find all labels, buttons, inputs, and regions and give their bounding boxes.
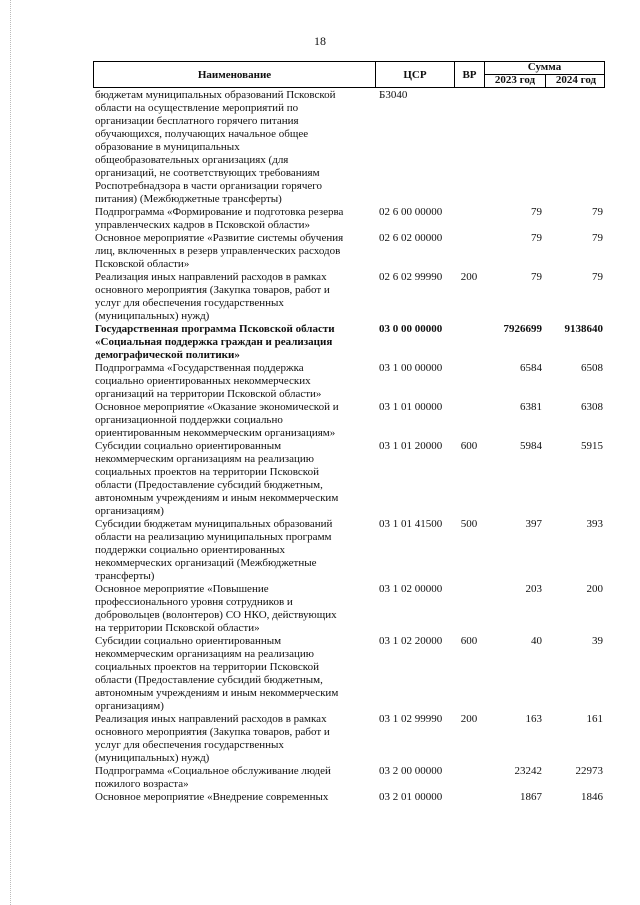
row-sum-2024: 79 xyxy=(592,232,603,244)
row-vr: 200 xyxy=(460,713,478,725)
row-vr xyxy=(454,206,484,232)
scan-edge xyxy=(10,0,12,905)
row-sum-2024: 79 xyxy=(592,271,603,283)
header-sum xyxy=(484,61,605,88)
row-name-line: общеобразовательных организациях (для xyxy=(95,154,289,166)
row-name-line: Основное мероприятие «Оказание экономической и xyxy=(95,401,339,413)
row-name-line: Основное мероприятие «Повышение xyxy=(95,583,269,595)
row-csr: 03 2 01 00000 xyxy=(379,791,443,803)
row-vr: 600 xyxy=(460,635,478,647)
row-sum-2023: 6381 xyxy=(520,401,542,413)
row-name-line: организаций, не соответствующих требованиям xyxy=(95,167,320,179)
row-name-line: Реализация иных направлений расходов в рамках xyxy=(95,271,327,283)
row-name xyxy=(93,232,375,271)
row-csr: 03 0 00 00000 xyxy=(379,323,443,335)
row-sum-2023: 79 xyxy=(531,206,542,218)
row-sum-2024: 6508 xyxy=(581,362,603,374)
row-csr: 03 1 01 41500 xyxy=(379,518,443,530)
row-name-line: (муниципальных) нужд) xyxy=(95,310,210,322)
row-name-line: управленческих кадров в Псковской области» xyxy=(95,219,310,231)
row-csr: 02 6 02 00000 xyxy=(379,232,443,244)
row-name-line: ориентированным некоммерческим организациям» xyxy=(95,427,336,439)
table-row xyxy=(93,635,605,713)
row-name-line: услуг для обеспечения государственных xyxy=(95,739,284,751)
header-csr: ЦСР xyxy=(375,61,454,88)
row-name-line: области (Предоставление субсидий бюджетным, xyxy=(95,479,323,491)
row-name-line: организациям) xyxy=(95,700,164,712)
row-vr xyxy=(454,583,484,635)
row-csr: 03 1 02 20000 xyxy=(379,635,443,647)
row-name-line: Подпрограмма «Формирование и подготовка резерва xyxy=(95,206,344,218)
row-name-line: Подпрограмма «Государственная поддержка xyxy=(95,362,304,374)
row-sum-2024: 5915 xyxy=(581,440,603,452)
row-name-line: Основное мероприятие «Развитие системы обучения xyxy=(95,232,344,244)
row-sum-2023: 40 xyxy=(531,635,542,647)
row-name xyxy=(93,401,375,440)
row-sum-2023: 23242 xyxy=(514,765,542,777)
row-sum-2023: 203 xyxy=(525,583,542,595)
row-name-line: некоммерческих организаций (Межбюджетные xyxy=(95,557,317,569)
row-name xyxy=(93,791,375,804)
row-name-line: социальных проектов на территории Псковской xyxy=(95,466,319,478)
row-name-line: пожилого возраста» xyxy=(95,778,189,790)
row-name-line: добровольцев (волонтеров) СО НКО, действующих xyxy=(95,609,337,621)
row-vr xyxy=(454,232,484,271)
header-name: Наименование xyxy=(93,61,375,88)
row-sum-2023: 79 xyxy=(531,232,542,244)
header-sum-title: Сумма xyxy=(527,61,562,73)
row-vr xyxy=(454,765,484,791)
row-name xyxy=(93,89,375,206)
row-csr: 03 1 01 20000 xyxy=(379,440,443,452)
row-vr xyxy=(454,401,484,440)
row-vr: 200 xyxy=(460,271,478,283)
row-csr: 02 6 00 00000 xyxy=(379,206,443,218)
table-row xyxy=(93,89,605,206)
row-name-line: Субсидии социально ориентированным xyxy=(95,440,282,452)
row-name-line: основного мероприятия (Закупка товаров, работ и xyxy=(95,726,330,738)
row-name-line: основного мероприятия (Закупка товаров, работ и xyxy=(95,284,330,296)
row-name xyxy=(93,440,375,518)
table-row xyxy=(93,440,605,518)
table-row xyxy=(93,713,605,765)
row-name-line: услуг для обеспечения государственных xyxy=(95,297,284,309)
row-name xyxy=(93,713,375,765)
table-row xyxy=(93,271,605,323)
table-header xyxy=(93,61,605,88)
row-name-line: питания) (Межбюджетные трансферты) xyxy=(95,193,282,205)
table-row xyxy=(93,518,605,583)
row-name-line: Подпрограмма «Социальное обслуживание людей xyxy=(95,765,331,777)
row-name-line: Роспотребнадзора в части организации горячего xyxy=(95,180,323,192)
row-name xyxy=(93,765,375,791)
row-name-line: Основное мероприятие «Внедрение современных xyxy=(95,791,329,803)
row-name-line: Реализация иных направлений расходов в рамках xyxy=(95,713,327,725)
row-name-line: демографической политики» xyxy=(95,349,240,361)
row-vr: 500 xyxy=(460,518,478,530)
table-row xyxy=(93,232,605,271)
row-name-line: области на реализацию муниципальных программ xyxy=(95,531,332,543)
row-name xyxy=(93,518,375,583)
row-name-line: поддержки социально ориентированных xyxy=(95,544,285,556)
table-row xyxy=(93,765,605,791)
row-sum-2024: 393 xyxy=(586,518,603,530)
table-row xyxy=(93,583,605,635)
header-bottom-rule xyxy=(93,87,605,88)
row-vr xyxy=(454,323,484,362)
row-name-line: области (Предоставление субсидий бюджетным, xyxy=(95,674,323,686)
row-vr xyxy=(454,791,484,804)
row-sum-2024: 200 xyxy=(586,583,603,595)
row-name-line: организационной поддержки социально xyxy=(95,414,283,426)
row-sum-2023: 1867 xyxy=(520,791,542,803)
row-sum-2024 xyxy=(544,89,605,206)
header-year-2023: 2023 год xyxy=(494,74,536,86)
row-name-line: социально ориентированных некоммерческих xyxy=(95,375,311,387)
row-sum-2023 xyxy=(484,89,544,206)
row-vr: 600 xyxy=(460,440,478,452)
row-sum-2023: 79 xyxy=(531,271,542,283)
row-name-line: образование в муниципальных xyxy=(95,141,240,153)
table-row xyxy=(93,401,605,440)
row-sum-2023: 163 xyxy=(525,713,542,725)
row-name-line: организаций на территории Псковской области» xyxy=(95,388,322,400)
row-name-line: организациям) xyxy=(95,505,164,517)
row-sum-2023: 5984 xyxy=(520,440,542,452)
row-name-line: трансферты) xyxy=(95,570,155,582)
row-name-line: Псковской области» xyxy=(95,258,190,270)
row-name-line: на территории Псковской области» xyxy=(95,622,260,634)
row-name xyxy=(93,271,375,323)
row-name-line: «Социальная поддержка граждан и реализация xyxy=(95,336,333,348)
row-name-line: лиц, включенных в резерв управленческих расходов xyxy=(95,245,341,257)
row-sum-2024: 39 xyxy=(592,635,603,647)
row-name-line: Субсидии социально ориентированным xyxy=(95,635,282,647)
row-vr xyxy=(454,89,484,206)
table-body xyxy=(93,89,605,804)
row-sum-2024: 1846 xyxy=(581,791,603,803)
row-name-line: профессионального уровня сотрудников и xyxy=(95,596,293,608)
row-csr: 02 6 02 99990 xyxy=(379,271,443,283)
row-csr: 03 2 00 00000 xyxy=(379,765,443,777)
row-csr: 03 1 02 99990 xyxy=(379,713,443,725)
header-year-2024: 2024 год xyxy=(545,74,606,87)
row-csr: 03 1 01 00000 xyxy=(379,401,443,413)
row-name-line: Субсидии бюджетам муниципальных образований xyxy=(95,518,333,530)
row-name-line: бюджетам муниципальных образований Псковской xyxy=(95,89,336,101)
header-vr: ВР xyxy=(454,61,484,88)
table-row xyxy=(93,323,605,362)
row-name xyxy=(93,635,375,713)
row-sum-2024: 9138640 xyxy=(564,323,603,335)
row-sum-2023: 7926699 xyxy=(503,323,542,335)
row-name xyxy=(93,206,375,232)
row-name xyxy=(93,323,375,362)
table-row xyxy=(93,791,605,804)
row-name xyxy=(93,583,375,635)
row-sum-2023: 397 xyxy=(525,518,542,530)
row-sum-2023: 6584 xyxy=(520,362,542,374)
row-name-line: автономным учреждениям и иным некоммерческим xyxy=(95,687,339,699)
row-sum-2024: 22973 xyxy=(575,765,603,777)
row-name-line: области на осуществление мероприятий по xyxy=(95,102,299,114)
row-csr: 03 1 02 00000 xyxy=(379,583,443,595)
row-sum-2024: 79 xyxy=(592,206,603,218)
table-row xyxy=(93,206,605,232)
row-sum-2024: 6308 xyxy=(581,401,603,413)
row-name-line: некоммерческим организациям на реализацию xyxy=(95,453,314,465)
row-name-line: (муниципальных) нужд) xyxy=(95,752,210,764)
row-csr: Б3040 xyxy=(379,89,408,101)
row-csr: 03 1 00 00000 xyxy=(379,362,443,374)
row-vr xyxy=(454,362,484,401)
row-name xyxy=(93,362,375,401)
row-name-line: обучающихся, получающих начальное общее xyxy=(95,128,309,140)
table-row xyxy=(93,362,605,401)
row-name-line: социальных проектов на территории Псковской xyxy=(95,661,319,673)
row-name-line: Государственная программа Псковской области xyxy=(95,323,335,335)
row-sum-2024: 161 xyxy=(586,713,603,725)
row-name-line: организации бесплатного горячего питания xyxy=(95,115,299,127)
row-name-line: некоммерческим организациям на реализацию xyxy=(95,648,314,660)
page-number: 18 xyxy=(314,34,326,48)
row-name-line: автономным учреждениям и иным некоммерческим xyxy=(95,492,339,504)
